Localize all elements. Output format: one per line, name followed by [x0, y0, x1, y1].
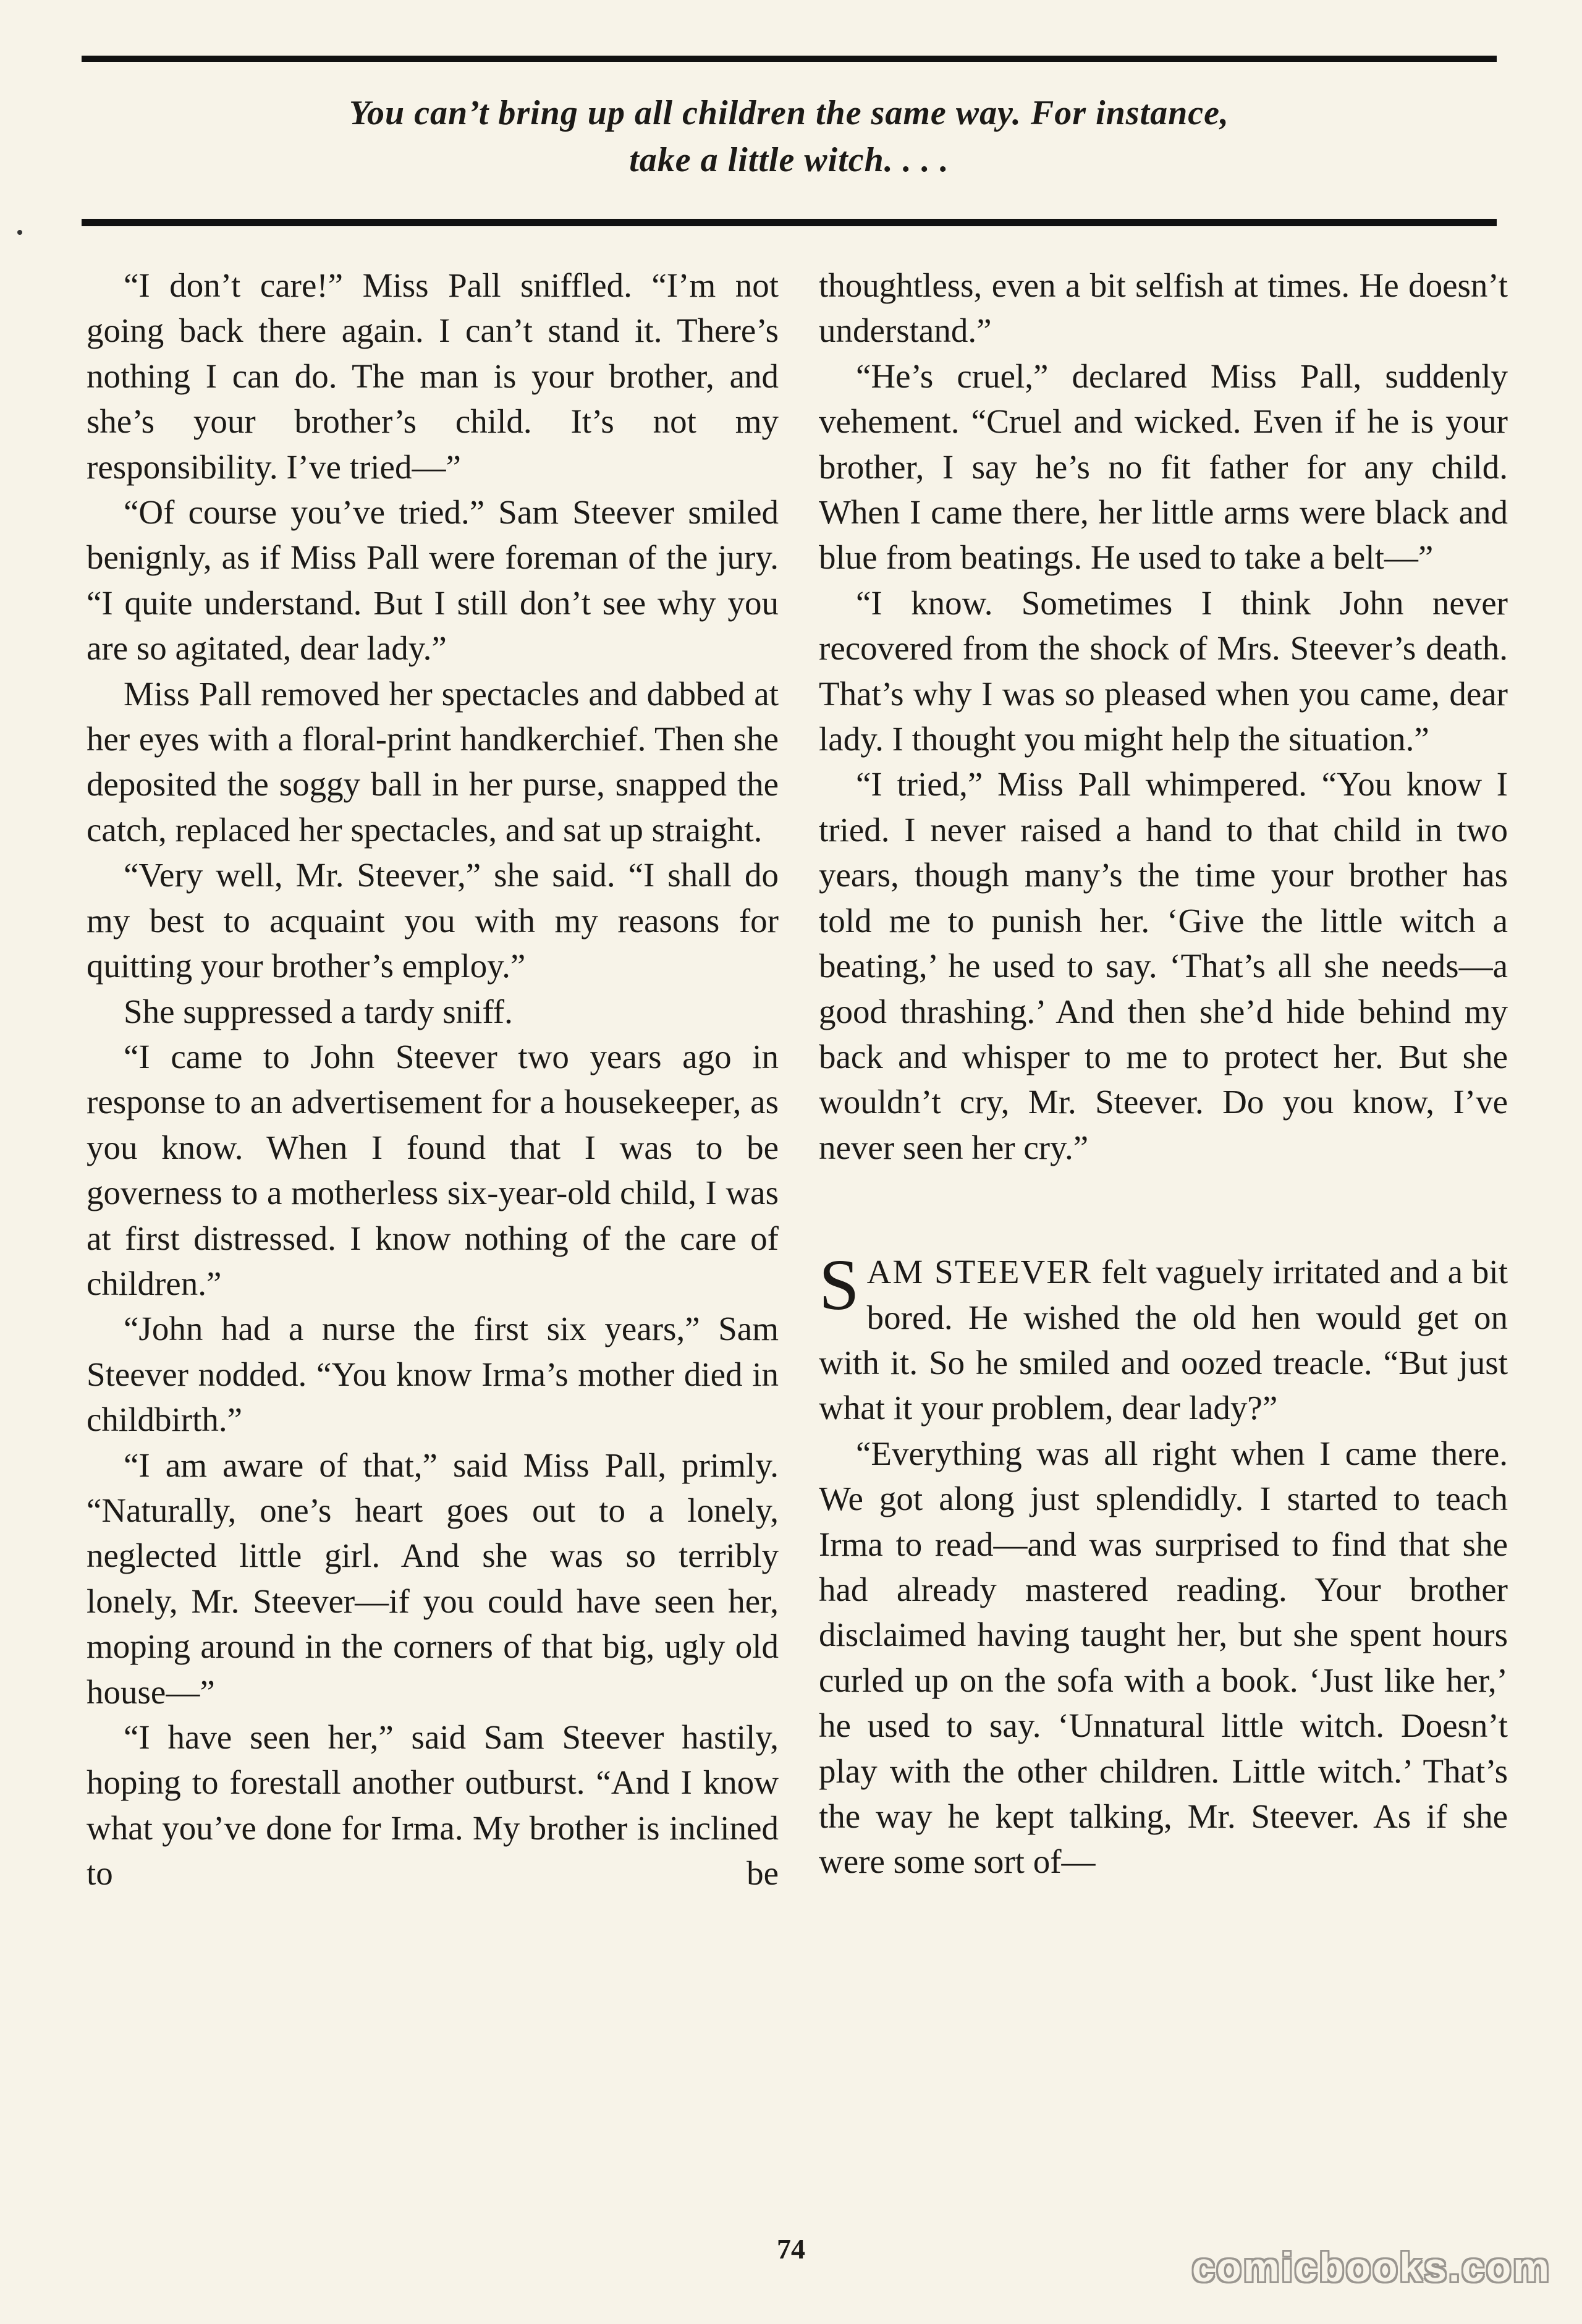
paragraph: “I am aware of that,” said Miss Pall, primly. “Naturally, one’s heart goes out to a lonely, neglected little girl. And she was so terribly lonely, Mr. Steever—if you could have seen her, moping around in the corners of that big, ugly old house—” — [87, 1446, 779, 1711]
paragraph: “I don’t care!” Miss Pall sniffled. “I’m not going back there again. I can’t stand it. There’s nothing I can do. The man is your brother, and she’s your brother’s child. It’s not my responsibility. I’ve tried—” — [87, 266, 779, 486]
drop-cap: S — [819, 1244, 860, 1326]
paragraph: She suppressed a tardy sniff. — [124, 992, 513, 1030]
right-column — [819, 263, 1508, 1885]
drop-cap-paragraph-text: felt vaguely irritated and a bit bored. He wished the old hen would get on with it. So he smiled and oozed treacle. “But just what it your problem, dear lady?” — [819, 1253, 1508, 1427]
paragraph: “Everything was all right when I came there. We got along just splendidly. I started to teach Irma to read—and was surprised to find that she had already mastered reading. Your brother disclaimed having taught her, but she spent hours curled up on the sofa with a book. ‘Just like her,’ he used to say. ‘Unnatural little witch. Doesn’t play with the other children. Little witch.’ That’s the way he kept talking, Mr. Steever. As if she were some sort of— — [819, 1434, 1508, 1881]
section-break — [819, 1170, 1508, 1249]
watermark: comicbooks.com — [1191, 2244, 1551, 2290]
left-column — [87, 263, 779, 1896]
header-rule-bottom — [82, 219, 1497, 226]
drop-cap-small-caps: AM STEEVER — [866, 1253, 1093, 1291]
tagline — [82, 90, 1497, 184]
tagline-line-2: take a little witch. . . . — [629, 141, 949, 179]
header-rule-top — [82, 56, 1497, 62]
paragraph: “I know. Sometimes I think John never recovered from the shock of Mrs. Steever’s death. That’s why I was so pleased when you came, dear lady. I thought you might help the situation.” — [819, 583, 1508, 758]
paragraph: “He’s cruel,” declared Miss Pall, suddenly vehement. “Cruel and wicked. Even if he is your brother, I say he’s no fit father for any child. When I came there, her little arms were black and blue from beatings. He used to take a belt—” — [819, 357, 1508, 577]
paragraph: “I tried,” Miss Pall whimpered. “You know I tried. I never raised a hand to that child in two years, though many’s the time your brother has told me to punish her. ‘Give the little witch a beating,’ he used to say. ‘That’s all she needs—a good thrashing.’ And then she’d hide behind my back and whisper to me to protect her. But she wouldn’t cry, Mr. Steever. Do you know, I’ve never seen her cry.” — [819, 765, 1508, 1166]
paragraph: “Of course you’ve tried.” Sam Steever smiled benignly, as if Miss Pall were foreman of the jury. “I quite understand. But I still don’t see why you are so agitated, dear lady.” — [87, 493, 779, 668]
ink-speck — [17, 230, 22, 235]
dropcap-paragraph — [819, 1244, 1508, 1431]
paragraph: Miss Pall removed her spectacles and dabbed at her eyes with a floral-print handkerchief. Then she deposited the soggy ball in her purse, snapped the catch, replaced her spectacles, and sat up straight. — [87, 674, 779, 849]
paragraph: “John had a nurse the first six years,” Sam Steever nodded. “You know Irma’s mother died in childbirth.” — [87, 1310, 779, 1439]
tagline-line-1: You can’t bring up all children the same way. For instance, — [349, 94, 1229, 132]
paragraph: “Very well, Mr. Steever,” she said. “I shall do my best to acquaint you with my reasons for quitting your brother’s employ.” — [87, 856, 779, 985]
paragraph: thoughtless, even a bit selfish at times. He doesn’t understand.” — [819, 266, 1508, 350]
page-number: 74 — [777, 2233, 805, 2265]
paragraph: “I have seen her,” said Sam Steever hastily, hoping to forestall another outburst. “And I know what you’ve done for Irma. My brother is inclined to be — [87, 1718, 779, 1893]
paragraph: “I came to John Steever two years ago in response to an advertisement for a housekeeper, as you know. When I found that I was to be governess to a motherless six-year-old child, I was at first distressed. I know nothing of the care of children.” — [87, 1037, 779, 1302]
